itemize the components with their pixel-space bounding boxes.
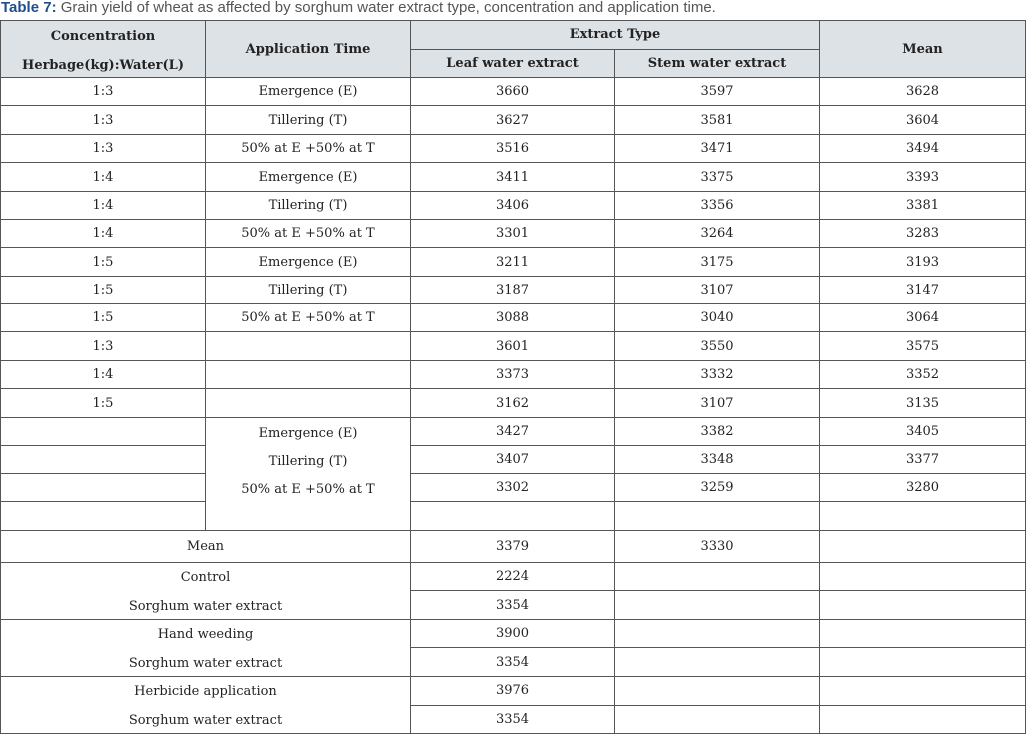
table-cell — [1, 446, 206, 474]
table-row — [1, 418, 1026, 446]
table-cell — [820, 705, 1026, 734]
table-cell: 3283 — [820, 220, 1026, 248]
table-cell: 3348 — [615, 446, 820, 474]
header-leaf-extract: Leaf water extract — [411, 49, 615, 78]
table-cell — [615, 620, 820, 648]
table-cell — [820, 531, 1026, 563]
time-means-labels: Emergence (E) Tillering (T) 50% at E +50% at T — [206, 418, 411, 531]
table-cell: 3193 — [820, 248, 1026, 277]
table-cell: 3064 — [820, 304, 1026, 332]
table-cell: 3302 — [411, 474, 615, 502]
table-cell: 1:3 — [1, 135, 206, 163]
table-cell — [615, 677, 820, 706]
header-mean: Mean — [820, 21, 1026, 78]
table-cell — [1, 563, 411, 620]
table-cell: 3259 — [615, 474, 820, 502]
table-cell: Mean — [1, 531, 411, 563]
table-cell: 3660 — [411, 78, 615, 106]
table-cell: 3379 — [411, 531, 615, 563]
table-cell: 3356 — [615, 192, 820, 220]
table-cell: 3405 — [820, 418, 1026, 446]
table-cell: 1:5 — [1, 277, 206, 304]
table-cell: 1:5 — [1, 248, 206, 277]
table-row — [1, 277, 1026, 304]
table-cell: 3494 — [820, 135, 1026, 163]
comparison-label: Sorghum water extract — [128, 599, 283, 614]
table-cell: 3381 — [820, 192, 1026, 220]
table-cell: 3581 — [615, 106, 820, 135]
table-cell — [820, 648, 1026, 677]
table-cell: 3135 — [820, 389, 1026, 418]
table-row — [1, 78, 1026, 106]
table-cell: 3976 — [411, 677, 615, 706]
header-application-time: Application Time — [206, 21, 411, 78]
table-cell: 50% at E +50% at T — [206, 135, 411, 163]
table-cell: 50% at E +50% at T — [206, 304, 411, 332]
table-cell: 3040 — [615, 304, 820, 332]
table-cell: 1:4 — [1, 192, 206, 220]
table-cell — [206, 332, 411, 361]
table-cell: 3900 — [411, 620, 615, 648]
table-row — [1, 248, 1026, 277]
table-cell: 3330 — [615, 531, 820, 563]
table-row — [1, 502, 1026, 531]
table-cell — [1, 620, 411, 677]
table-cell: 3373 — [411, 361, 615, 389]
table-cell: 3264 — [615, 220, 820, 248]
table-cell: 3354 — [411, 591, 615, 620]
table-cell: 1:4 — [1, 163, 206, 192]
table-cell — [615, 648, 820, 677]
table-cell: 3354 — [411, 648, 615, 677]
table-cell: 3147 — [820, 277, 1026, 304]
comparison-row — [1, 620, 1026, 648]
table-cell: 3107 — [615, 389, 820, 418]
table-cell: 1:5 — [1, 304, 206, 332]
table-cell: 3516 — [411, 135, 615, 163]
table-cell: Tillering (T) — [206, 192, 411, 220]
comparison-row — [1, 677, 1026, 706]
table-cell — [615, 563, 820, 591]
table-cell: 3088 — [411, 304, 615, 332]
table-cell: 1:5 — [1, 389, 206, 418]
comparison-label: Herbicide application — [134, 684, 277, 699]
comparison-row — [1, 563, 1026, 591]
table-cell: 3393 — [820, 163, 1026, 192]
table-row — [1, 332, 1026, 361]
table-cell: 3575 — [820, 332, 1026, 361]
table-row — [1, 446, 1026, 474]
table-cell: 3187 — [411, 277, 615, 304]
table-cell: 3377 — [820, 446, 1026, 474]
table-cell: 3375 — [615, 163, 820, 192]
table-row — [1, 192, 1026, 220]
extract-mean-row — [1, 531, 1026, 563]
table-cell: 2224 — [411, 563, 615, 591]
comparison-label: Sorghum water extract — [128, 656, 283, 671]
table-cell: 3550 — [615, 332, 820, 361]
comparison-label: Hand weeding — [157, 627, 254, 642]
table-cell: 1:4 — [1, 220, 206, 248]
table-cell: 50% at E +50% at T — [206, 220, 411, 248]
table-cell — [1, 502, 206, 531]
comparison-label: Sorghum water extract — [128, 713, 283, 728]
table-cell — [206, 389, 411, 418]
table-row — [1, 361, 1026, 389]
table-cell: 3406 — [411, 192, 615, 220]
table-cell: 3382 — [615, 418, 820, 446]
table-cell — [1, 677, 411, 734]
table-cell: 1:3 — [1, 106, 206, 135]
table-cell: Emergence (E) — [206, 78, 411, 106]
table-cell — [206, 361, 411, 389]
table-row — [1, 220, 1026, 248]
table-row — [1, 135, 1026, 163]
table-cell — [820, 677, 1026, 706]
table-cell: 3471 — [615, 135, 820, 163]
table-cell: 3627 — [411, 106, 615, 135]
table-cell — [820, 620, 1026, 648]
table-cell — [820, 591, 1026, 620]
yield-table — [0, 20, 1026, 734]
header-stem-extract: Stem water extract — [615, 49, 820, 78]
table-cell — [820, 502, 1026, 531]
table-cell: 3604 — [820, 106, 1026, 135]
table-cell: 3301 — [411, 220, 615, 248]
table-row — [1, 304, 1026, 332]
table-cell: 3427 — [411, 418, 615, 446]
table-cell: Emergence (E) — [206, 248, 411, 277]
table-cell: 3162 — [411, 389, 615, 418]
table-row — [1, 389, 1026, 418]
table-cell — [1, 418, 206, 446]
table-cell — [1, 474, 206, 502]
comparison-label: Control — [180, 570, 231, 585]
table-cell: 1:4 — [1, 361, 206, 389]
table-cell: 3354 — [411, 705, 615, 734]
table-cell: 3407 — [411, 446, 615, 474]
table-cell: 3601 — [411, 332, 615, 361]
table-cell: 1:3 — [1, 78, 206, 106]
table-cell — [411, 502, 615, 531]
caption-label: Table 7: — [1, 0, 57, 16]
table-cell: 3597 — [615, 78, 820, 106]
table-cell: 3352 — [820, 361, 1026, 389]
table-row — [1, 163, 1026, 192]
table-cell: 3175 — [615, 248, 820, 277]
table-cell: 3332 — [615, 361, 820, 389]
table-cell — [820, 563, 1026, 591]
table-cell — [615, 591, 820, 620]
table-cell: Tillering (T) — [206, 106, 411, 135]
header-extract-type: Extract Type — [411, 21, 820, 50]
table-cell: Tillering (T) — [206, 277, 411, 304]
table-cell: Emergence (E) — [206, 163, 411, 192]
table-cell: 3280 — [820, 474, 1026, 502]
table-cell: 3211 — [411, 248, 615, 277]
table-cell — [615, 705, 820, 734]
caption-text: Grain yield of wheat as affected by sorghum water extract type, concentration and application time. — [56, 0, 716, 16]
table-cell: 3107 — [615, 277, 820, 304]
table-cell: 3628 — [820, 78, 1026, 106]
table-row — [1, 106, 1026, 135]
table-cell: 3411 — [411, 163, 615, 192]
table-cell — [615, 502, 820, 531]
header-concentration: Concentration Herbage(kg):Water(L) — [1, 21, 206, 78]
table-cell: 1:3 — [1, 332, 206, 361]
table-row — [1, 474, 1026, 502]
table-caption — [1, 0, 716, 18]
